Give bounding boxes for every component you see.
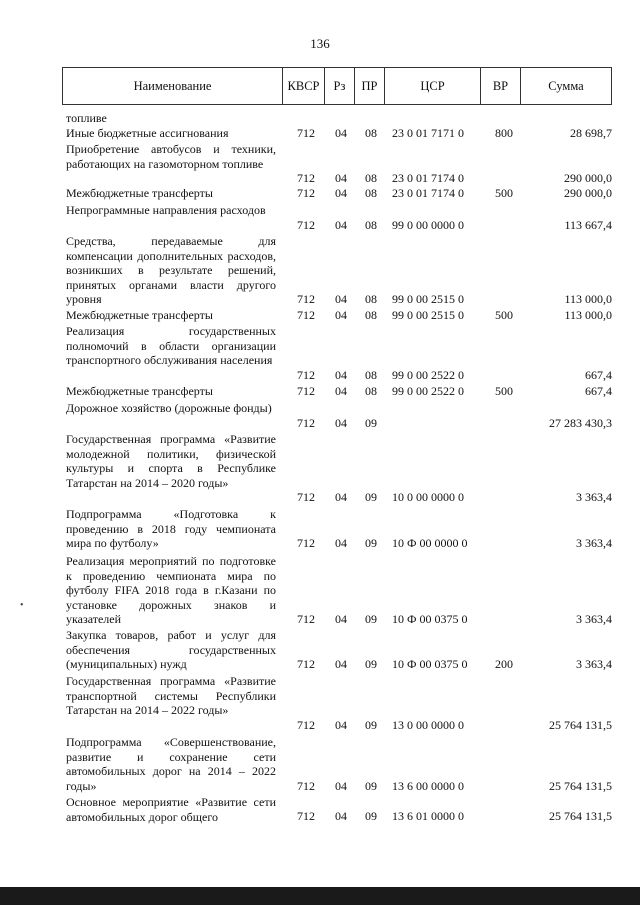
row-sum: 25 764 131,5 xyxy=(549,779,612,793)
row-csr: 13 0 00 0000 0 xyxy=(392,718,464,732)
row-name: Государственная программа «Развитие транспортной системы Республики Татарстан на 2014 – 2022 годы» xyxy=(66,674,276,718)
row-sum: 25 764 131,5 xyxy=(549,718,612,732)
row-rz: 04 xyxy=(335,126,347,140)
row-name: Реализация государственных полномочий в области организации транспортного обслуживания населения xyxy=(66,324,276,368)
row-rz: 04 xyxy=(335,490,347,504)
row-rz: 04 xyxy=(335,612,347,626)
header-kvsr: КВСР xyxy=(283,68,325,104)
row-sum: 3 363,4 xyxy=(576,490,612,504)
row-rz: 04 xyxy=(335,809,347,823)
row-csr: 23 0 01 7174 0 xyxy=(392,171,464,185)
header-sum: Сумма xyxy=(548,79,584,93)
row-name: Иные бюджетные ассигнования xyxy=(66,126,229,140)
row-csr: 99 0 00 2522 0 xyxy=(392,368,464,382)
row-sum: 113 667,4 xyxy=(564,218,612,232)
row-kvsr: 712 xyxy=(297,416,315,430)
header-csr: ЦСР xyxy=(385,68,481,104)
row-pr: 08 xyxy=(365,186,377,200)
row-sum: 290 000,0 xyxy=(564,171,612,185)
row-name: Основное мероприятие «Развитие сети автомобильных дорог общего xyxy=(66,795,276,824)
row-pr: 09 xyxy=(365,416,377,430)
row-csr: 10 0 00 0000 0 xyxy=(392,490,464,504)
row-kvsr: 712 xyxy=(297,384,315,398)
row-kvsr: 712 xyxy=(297,218,315,232)
row-rz: 04 xyxy=(335,292,347,306)
row-sum: 113 000,0 xyxy=(564,292,612,306)
row-vr: 500 xyxy=(495,186,513,200)
row-sum: 25 764 131,5 xyxy=(549,809,612,823)
row-pr: 09 xyxy=(365,718,377,732)
row-rz: 04 xyxy=(335,536,347,550)
row-pr: 08 xyxy=(365,126,377,140)
header-name: Наименование xyxy=(63,68,283,104)
row-pr: 09 xyxy=(365,657,377,671)
row-pr: 08 xyxy=(365,368,377,382)
row-name: Межбюджетные трансферты xyxy=(66,384,213,398)
row-csr: 10 Ф 00 0000 0 xyxy=(392,536,468,550)
row-sum: 27 283 430,3 xyxy=(549,416,612,430)
row-name: Подпрограмма «Совершенствование, развитие и сохранение сети автомобильных дорог на 2014 – 2022 годы» xyxy=(66,735,276,793)
row-sum: 667,4 xyxy=(585,384,612,398)
header-pr: ПР xyxy=(355,68,385,104)
row-csr: 13 6 00 0000 0 xyxy=(392,779,464,793)
row-csr: 99 0 00 2515 0 xyxy=(392,308,464,322)
row-rz: 04 xyxy=(335,416,347,430)
row-kvsr: 712 xyxy=(297,718,315,732)
row-sum: 3 363,4 xyxy=(576,536,612,550)
row-kvsr: 712 xyxy=(297,171,315,185)
table-header xyxy=(62,67,612,105)
row-sum: 667,4 xyxy=(585,368,612,382)
row-name: Приобретение автобусов и техники, работающих на газомоторном топливе xyxy=(66,142,276,171)
row-rz: 04 xyxy=(335,368,347,382)
row-name: Дорожное хозяйство (дорожные фонды) xyxy=(66,401,272,415)
row-csr: 23 0 01 7174 0 xyxy=(392,186,464,200)
row-kvsr: 712 xyxy=(297,186,315,200)
scan-mark: • xyxy=(20,600,24,611)
row-pr: 09 xyxy=(365,490,377,504)
row-csr: 10 Ф 00 0375 0 xyxy=(392,612,468,626)
row-kvsr: 712 xyxy=(297,490,315,504)
row-csr: 99 0 00 2522 0 xyxy=(392,384,464,398)
row-vr: 500 xyxy=(495,308,513,322)
row-rz: 04 xyxy=(335,186,347,200)
row-kvsr: 712 xyxy=(297,612,315,626)
row-kvsr: 712 xyxy=(297,536,315,550)
row-sum: 28 698,7 xyxy=(570,126,612,140)
row-kvsr: 712 xyxy=(297,126,315,140)
row-rz: 04 xyxy=(335,308,347,322)
row-vr: 500 xyxy=(495,384,513,398)
row-sum: 3 363,4 xyxy=(576,612,612,626)
row-rz: 04 xyxy=(335,384,347,398)
row-pr: 09 xyxy=(365,809,377,823)
row-csr: 99 0 00 2515 0 xyxy=(392,292,464,306)
row-pr: 08 xyxy=(365,308,377,322)
row-csr: 10 Ф 00 0375 0 xyxy=(392,657,468,671)
row-name: Подпрограмма «Подготовка к проведению в 2018 году чемпионата мира по футболу» xyxy=(66,507,276,551)
row-rz: 04 xyxy=(335,718,347,732)
row-rz: 04 xyxy=(335,657,347,671)
row-kvsr: 712 xyxy=(297,292,315,306)
row-name: топливе xyxy=(66,111,107,125)
row-kvsr: 712 xyxy=(297,368,315,382)
header-rz: Рз xyxy=(325,68,355,104)
row-rz: 04 xyxy=(335,218,347,232)
row-name: Межбюджетные трансферты xyxy=(66,308,213,322)
row-kvsr: 712 xyxy=(297,779,315,793)
row-rz: 04 xyxy=(335,779,347,793)
row-vr: 200 xyxy=(495,657,513,671)
page-number: 136 xyxy=(310,36,330,51)
row-sum: 113 000,0 xyxy=(564,308,612,322)
row-name: Средства, передаваемые для компенсации дополнительных расходов, возникших в результате решений, принятых органами власти другого уровня xyxy=(66,234,276,307)
row-csr: 23 0 01 7171 0 xyxy=(392,126,464,140)
row-name: Закупка товаров, работ и услуг для обеспечения государственных (муниципальных) нужд xyxy=(66,628,276,672)
row-pr: 09 xyxy=(365,779,377,793)
row-kvsr: 712 xyxy=(297,308,315,322)
row-pr: 09 xyxy=(365,536,377,550)
row-sum: 3 363,4 xyxy=(576,657,612,671)
scan-bottom-edge xyxy=(0,887,640,905)
row-name: Реализация мероприятий по подготовке к проведению чемпионата мира по футболу FIFA 2018 года в г.Казани по установке дорожных знаков и указателей xyxy=(66,554,276,627)
row-csr: 99 0 00 0000 0 xyxy=(392,218,464,232)
header-vr: ВР xyxy=(481,68,521,104)
row-name: Государственная программа «Развитие молодежной политики, физической культуры и спорта в Республике Татарстан на 2014 – 2020 годы» xyxy=(66,432,276,490)
row-kvsr: 712 xyxy=(297,657,315,671)
row-kvsr: 712 xyxy=(297,809,315,823)
row-pr: 08 xyxy=(365,384,377,398)
row-pr: 08 xyxy=(365,218,377,232)
row-pr: 09 xyxy=(365,612,377,626)
row-name: Межбюджетные трансферты xyxy=(66,186,213,200)
row-rz: 04 xyxy=(335,171,347,185)
row-csr: 13 6 01 0000 0 xyxy=(392,809,464,823)
row-sum: 290 000,0 xyxy=(564,186,612,200)
row-pr: 08 xyxy=(365,171,377,185)
row-pr: 08 xyxy=(365,292,377,306)
row-vr: 800 xyxy=(495,126,513,140)
row-name: Непрограммные направления расходов xyxy=(66,203,266,217)
